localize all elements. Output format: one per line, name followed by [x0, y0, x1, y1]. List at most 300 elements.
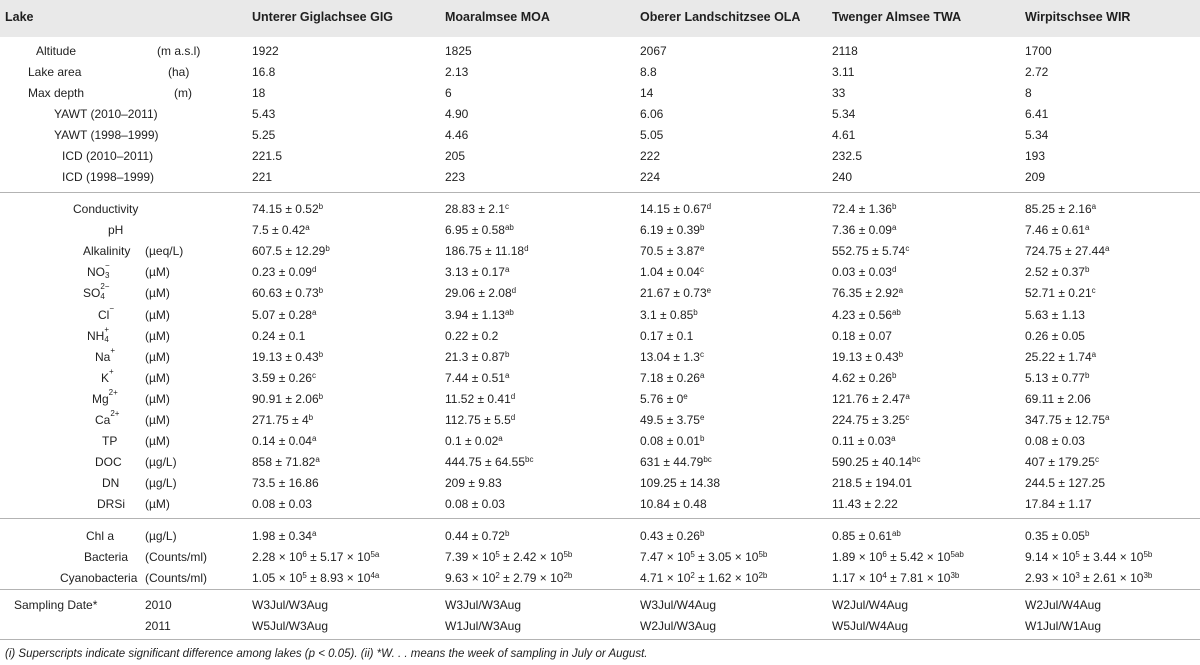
- cell-moa: [445, 498, 505, 510]
- cell-value-error: ± 5.42 × 10: [886, 550, 951, 564]
- cell-ola: 14: [640, 86, 654, 100]
- cell-moa: [445, 330, 498, 342]
- cell-value: 407 ± 179.25: [1025, 455, 1095, 469]
- row-label-text: DRSi: [97, 497, 126, 511]
- significance-letter: d: [510, 392, 516, 401]
- row-label: [108, 224, 123, 236]
- cell-twa: [832, 530, 901, 542]
- cell-value: 1.89 × 10: [832, 550, 883, 564]
- cell-value: 1.05 × 10: [252, 571, 303, 585]
- cell-wir: 2.72: [1025, 65, 1049, 79]
- cell-gig: W5Jul/W3Aug: [252, 619, 329, 633]
- ion-charge: [109, 367, 116, 384]
- significance-letter: a: [905, 392, 910, 401]
- cell-moa: W3Jul/W3Aug: [445, 598, 522, 612]
- cell-wir: 8: [1025, 86, 1032, 100]
- cell-twa: [832, 309, 901, 321]
- cell-wir: [1025, 572, 1152, 584]
- cell-value: 2.52 ± 0.37: [1025, 265, 1085, 279]
- row-label-text: Na: [95, 350, 111, 364]
- cell-value: 186.75 ± 11.18: [445, 244, 525, 258]
- significance-letter: c: [699, 350, 704, 359]
- section-divider: [0, 639, 1200, 640]
- cell-wir: [1025, 456, 1099, 468]
- row-label: [97, 498, 125, 510]
- exponent-significance: 3b: [1143, 571, 1153, 580]
- section-divider: [0, 192, 1200, 193]
- exponent: 5: [690, 550, 695, 559]
- row-unit: (µM): [145, 497, 170, 511]
- cell-wir: [1025, 414, 1109, 426]
- row-unit: (µM): [145, 371, 170, 385]
- significance-letter: c: [905, 413, 910, 422]
- cell-value: 858 ± 71.82: [252, 455, 316, 469]
- row-label-text: SO: [83, 286, 101, 300]
- significance-letter: e: [699, 413, 705, 422]
- cell-gig: [252, 498, 312, 510]
- cell-gig: 5.25: [252, 128, 276, 142]
- row-label: [73, 203, 138, 215]
- cell-value: 0.08 ± 0.03: [1025, 434, 1085, 448]
- significance-letter: b: [699, 223, 705, 232]
- row-label: [83, 282, 112, 301]
- cell-gig: W3Jul/W3Aug: [252, 598, 329, 612]
- exponent: 5: [1075, 550, 1080, 559]
- cell-gig: [252, 245, 330, 257]
- significance-letter: bc: [912, 455, 921, 464]
- row-unit: (µM): [145, 392, 170, 406]
- row-unit: (µM): [145, 329, 170, 343]
- cell-moa: [445, 414, 515, 426]
- cell-twa: 2118: [832, 44, 858, 58]
- cell-value: 7.18 ± 0.26: [640, 371, 700, 385]
- exponent: 2: [690, 571, 695, 580]
- row-label: [95, 409, 122, 427]
- cell-value: 7.36 ± 0.09: [832, 223, 892, 237]
- cell-value: 19.13 ± 0.43: [832, 350, 899, 364]
- cell-value: 7.47 × 10: [640, 550, 691, 564]
- significance-letter: e: [699, 244, 705, 253]
- cell-ola: 222: [640, 149, 661, 163]
- cell-ola: [640, 393, 688, 405]
- footnote: (i) Superscripts indicate significant difference among lakes (p < 0.05). (ii) *W. . . means the week of sampling in July or August.: [5, 648, 648, 660]
- significance-letter: ab: [504, 308, 514, 317]
- header-twa: Twenger Almsee TWA: [832, 10, 962, 24]
- cell-ola: [640, 414, 704, 426]
- header-moa: Moaralmsee MOA: [445, 10, 550, 24]
- section-divider: [0, 589, 1200, 590]
- row-label-text: DN: [102, 476, 120, 490]
- exponent: 6: [302, 550, 307, 559]
- row-label: Lake area: [28, 65, 82, 79]
- cell-moa: [445, 551, 572, 563]
- row-label: ICD (2010–2011): [62, 149, 154, 163]
- row-unit: (µM): [145, 434, 170, 448]
- row-label: [92, 388, 121, 406]
- cell-twa: [832, 414, 909, 426]
- ion-charge-sup: +: [109, 367, 114, 376]
- significance-letter: c: [905, 244, 910, 253]
- cell-gig: [252, 530, 316, 542]
- cell-gig: 221: [252, 170, 273, 184]
- cell-wir: [1025, 498, 1092, 510]
- significance-letter: e: [683, 392, 688, 401]
- significance-letter: a: [311, 434, 317, 443]
- significance-letter: b: [318, 392, 324, 401]
- cell-value: 76.35 ± 2.92: [832, 286, 899, 300]
- cell-value: 444.75 ± 64.55: [445, 455, 525, 469]
- row-unit: (µM): [145, 265, 170, 279]
- cell-ola: 224: [640, 170, 661, 184]
- ion-charge: [110, 409, 122, 426]
- cell-ola: [640, 203, 711, 215]
- cell-wir: [1025, 287, 1096, 299]
- ion-charge-sup: +: [110, 346, 116, 355]
- cell-value: 0.26 ± 0.05: [1025, 329, 1085, 343]
- exponent-significance: 3b: [950, 571, 960, 580]
- cell-value-error: ± 8.93 × 10: [306, 571, 371, 585]
- cell-value: 28.83 ± 2.1: [445, 202, 505, 216]
- cell-value: 14.15 ± 0.67: [640, 202, 707, 216]
- row-label: [95, 456, 122, 468]
- cell-moa: W1Jul/W3Aug: [445, 619, 522, 633]
- cell-value: 0.08 ± 0.03: [445, 497, 505, 511]
- cell-value: 5.13 ± 0.77: [1025, 371, 1085, 385]
- exponent-significance: 2b: [758, 571, 768, 580]
- cell-twa: 232.5: [832, 149, 863, 163]
- cell-moa: 4.46: [445, 128, 469, 142]
- cell-value-error: ± 1.62 × 10: [694, 571, 759, 585]
- significance-letter: a: [315, 455, 320, 464]
- exponent: 5: [302, 571, 307, 580]
- cell-value: 90.91 ± 2.06: [252, 392, 319, 406]
- row-label-text: Ca: [95, 413, 111, 427]
- cell-moa: 4.90: [445, 107, 469, 121]
- cell-twa: [832, 330, 892, 342]
- cell-value: 0.17 ± 0.1: [640, 329, 694, 343]
- cell-ola: 8.8: [640, 65, 657, 79]
- row-unit: (m): [174, 86, 192, 100]
- significance-letter: b: [318, 350, 324, 359]
- cell-twa: W5Jul/W4Aug: [832, 619, 909, 633]
- cell-value: 69.11 ± 2.06: [1025, 392, 1091, 406]
- ion-charge-sup: −: [109, 304, 115, 313]
- exponent-significance: 4a: [370, 571, 380, 580]
- row-unit: (µM): [145, 286, 170, 300]
- cell-wir: [1025, 351, 1096, 363]
- significance-letter: d: [510, 413, 516, 422]
- cell-value: 5.63 ± 1.13: [1025, 308, 1085, 322]
- cell-value: 25.22 ± 1.74: [1025, 350, 1092, 364]
- row-label: Altitude: [36, 44, 77, 58]
- significance-letter: d: [524, 244, 529, 253]
- cell-value-error: ± 2.61 × 10: [1079, 571, 1144, 585]
- ion-charge: [105, 261, 117, 280]
- cell-value: 218.5 ± 194.01: [832, 476, 912, 490]
- cell-ola: [640, 224, 704, 236]
- significance-letter: b: [1084, 265, 1090, 274]
- significance-letter: b: [318, 202, 324, 211]
- cell-value: 10.84 ± 0.48: [640, 497, 707, 511]
- cell-value: 5.76 ± 0: [640, 392, 684, 406]
- cell-ola: [640, 372, 704, 384]
- cell-wir: [1025, 245, 1109, 257]
- cell-value: 0.08 ± 0.01: [640, 434, 700, 448]
- cell-value: 1.98 ± 0.34: [252, 529, 312, 543]
- cell-gig: 1922: [252, 44, 279, 58]
- cell-gig: 16.8: [252, 65, 276, 79]
- exponent-significance: 5b: [758, 550, 768, 559]
- cell-value: 11.43 ± 2.22: [832, 497, 898, 511]
- cell-gig: [252, 456, 320, 468]
- cell-value: 21.3 ± 0.87: [445, 350, 505, 364]
- cell-value: 590.25 ± 40.14: [832, 455, 912, 469]
- significance-letter: c: [311, 371, 316, 380]
- cell-value: 70.5 ± 3.87: [640, 244, 700, 258]
- row-label: [102, 435, 117, 447]
- row-unit: (µeq/L): [145, 244, 184, 258]
- cell-value: 9.14 × 10: [1025, 550, 1076, 564]
- table-header: [0, 0, 1200, 37]
- row-unit: (µg/L): [145, 476, 177, 490]
- cell-value: 0.44 ± 0.72: [445, 529, 505, 543]
- cell-gig: [252, 477, 319, 489]
- cell-twa: [832, 435, 896, 447]
- cell-moa: [445, 351, 509, 363]
- significance-letter: b: [699, 434, 705, 443]
- cell-gig: [252, 372, 316, 384]
- cell-ola: 2067: [640, 44, 667, 58]
- cell-ola: [640, 551, 767, 563]
- cell-ola: [640, 351, 704, 363]
- row-label-text: NH: [87, 329, 105, 343]
- cell-twa: 240: [832, 170, 853, 184]
- row-label: [102, 477, 119, 489]
- cell-gig: [252, 224, 310, 236]
- significance-letter: d: [891, 265, 897, 274]
- ion-charge: [108, 388, 121, 405]
- cell-wir: 1700: [1025, 44, 1052, 58]
- cell-value: 4.71 × 10: [640, 571, 691, 585]
- cell-ola: [640, 530, 704, 542]
- row-unit: (µM): [145, 413, 170, 427]
- significance-letter: a: [1084, 223, 1090, 232]
- cell-wir: [1025, 435, 1085, 447]
- ion-charge: [100, 282, 112, 301]
- cell-value-error: ± 3.05 × 10: [694, 550, 759, 564]
- cell-ola: [640, 498, 707, 510]
- cell-value: 0.85 ± 0.61: [832, 529, 892, 543]
- row-label-text: Alkalinity: [83, 244, 131, 258]
- cell-value: 607.5 ± 12.29: [252, 244, 326, 258]
- significance-letter: c: [504, 202, 509, 211]
- cell-wir: [1025, 203, 1096, 215]
- row-label-text: Conductivity: [73, 202, 139, 216]
- cell-moa: [445, 530, 509, 542]
- cell-ola: W2Jul/W3Aug: [640, 619, 717, 633]
- cell-moa: 6: [445, 86, 452, 100]
- exponent-significance: 5b: [563, 550, 573, 559]
- cell-value: 3.59 ± 0.26: [252, 371, 312, 385]
- cell-value: 17.84 ± 1.17: [1025, 497, 1092, 511]
- cell-value: 0.11 ± 0.03: [832, 434, 892, 448]
- cell-value: 60.63 ± 0.73: [252, 286, 319, 300]
- significance-letter: c: [1094, 455, 1099, 464]
- significance-letter: b: [504, 529, 510, 538]
- significance-letter: b: [1084, 529, 1090, 538]
- significance-letter: b: [898, 350, 904, 359]
- cell-gig: [252, 309, 316, 321]
- ion-charge-sup: 2+: [110, 409, 120, 418]
- cell-value: 0.35 ± 0.05: [1025, 529, 1085, 543]
- cell-value: 5.07 ± 0.28: [252, 308, 312, 322]
- cell-moa: 1825: [445, 44, 472, 58]
- significance-letter: e: [706, 286, 712, 295]
- significance-letter: b: [891, 202, 897, 211]
- ion-count-sub: 4: [104, 335, 109, 344]
- ion-charge: [109, 304, 116, 321]
- exponent: 2: [495, 571, 500, 580]
- exponent: 6: [882, 550, 887, 559]
- significance-letter: bc: [703, 455, 712, 464]
- cell-wir: [1025, 330, 1085, 342]
- cell-moa: [445, 266, 509, 278]
- cell-wir: 5.34: [1025, 128, 1049, 142]
- row-label-text: Mg: [92, 392, 109, 406]
- cell-value: 631 ± 44.79: [640, 455, 704, 469]
- cell-wir: [1025, 224, 1089, 236]
- row-label: ICD (1998–1999): [62, 170, 155, 184]
- row-label-text: Cl: [98, 308, 110, 322]
- cell-moa: 223: [445, 170, 466, 184]
- header-gig: Unterer Giglachsee GIG: [252, 10, 394, 24]
- row-label: [83, 245, 130, 257]
- sampling-label: Sampling Date*: [14, 598, 98, 612]
- cell-ola: [640, 435, 704, 447]
- cell-value: 224.75 ± 3.25: [832, 413, 906, 427]
- exponent-significance: 2b: [563, 571, 573, 580]
- cell-value: 552.75 ± 5.74: [832, 244, 906, 258]
- cell-wir: [1025, 551, 1152, 563]
- ion-charge-sup: 2+: [108, 388, 118, 397]
- cell-gig: [252, 330, 305, 342]
- ion-count-sub: 3: [105, 271, 110, 280]
- cell-value: 6.95 ± 0.58: [445, 223, 505, 237]
- cell-gig: [252, 287, 323, 299]
- significance-letter: c: [699, 265, 704, 274]
- cell-moa: [445, 245, 529, 257]
- cell-gig: [252, 551, 379, 563]
- cell-gig: [252, 203, 323, 215]
- cell-value: 0.03 ± 0.03: [832, 265, 892, 279]
- cell-value-error: ± 5.17 × 10: [306, 550, 371, 564]
- cell-gig: 18: [252, 86, 266, 100]
- row-unit: (µM): [145, 308, 170, 322]
- cell-value: 0.18 ± 0.07: [832, 329, 892, 343]
- cell-value: 4.23 ± 0.56: [832, 308, 892, 322]
- cell-twa: [832, 393, 910, 405]
- row-label-text: K: [101, 371, 110, 385]
- cell-value: 2.93 × 10: [1025, 571, 1076, 585]
- significance-letter: a: [898, 286, 904, 295]
- cell-ola: [640, 245, 704, 257]
- cell-moa: [445, 224, 514, 236]
- significance-letter: a: [1105, 244, 1110, 253]
- cell-wir: W2Jul/W4Aug: [1025, 598, 1102, 612]
- significance-letter: a: [504, 265, 510, 274]
- header-wir: Wirpitschsee WIR: [1025, 10, 1131, 24]
- row-label-text: NO: [87, 265, 105, 279]
- significance-letter: a: [305, 223, 310, 232]
- header-ola: Oberer Landschitzsee OLA: [640, 10, 801, 24]
- cell-ola: [640, 330, 693, 342]
- row-label: Max depth: [28, 86, 85, 100]
- cell-wir: [1025, 309, 1085, 321]
- row-unit: (µg/L): [145, 455, 177, 469]
- cell-gig: [252, 572, 379, 584]
- cell-moa: [445, 287, 516, 299]
- cell-value: 52.71 ± 0.21: [1025, 286, 1092, 300]
- cell-value: 0.23 ± 0.09: [252, 265, 312, 279]
- section-divider: [0, 518, 1200, 519]
- significance-letter: a: [311, 308, 317, 317]
- cell-gig: 5.43: [252, 107, 276, 121]
- cell-value: 49.5 ± 3.75: [640, 413, 700, 427]
- significance-letter: a: [1105, 413, 1110, 422]
- cell-twa: [832, 266, 896, 278]
- significance-letter: b: [891, 371, 897, 380]
- significance-letter: d: [511, 286, 517, 295]
- cell-value-error: ± 3.44 × 10: [1079, 550, 1144, 564]
- cell-ola: 6.06: [640, 107, 664, 121]
- cell-gig: [252, 351, 323, 363]
- cell-twa: [832, 372, 896, 384]
- row-label: [95, 346, 117, 364]
- cell-moa: [445, 203, 509, 215]
- cell-gig: [252, 435, 316, 447]
- cell-moa: [445, 456, 533, 468]
- significance-letter: b: [693, 308, 698, 317]
- significance-letter: c: [1091, 286, 1096, 295]
- significance-letter: a: [311, 529, 317, 538]
- cell-value: 0.22 ± 0.2: [445, 329, 499, 343]
- ion-charge-sup: −: [105, 261, 110, 270]
- cell-twa: [832, 203, 896, 215]
- row-label: [87, 325, 116, 344]
- significance-letter: a: [699, 371, 705, 380]
- cell-value: 11.52 ± 0.41: [445, 392, 511, 406]
- significance-letter: a: [504, 371, 510, 380]
- cell-value: 21.67 ± 0.73: [640, 286, 707, 300]
- row-unit: (µM): [145, 350, 170, 364]
- cell-value: 271.75 ± 4: [252, 413, 309, 427]
- row-label: Bacteria: [84, 550, 129, 564]
- significance-letter: d: [311, 265, 317, 274]
- ion-charge-sup: 2−: [100, 282, 110, 291]
- exponent: 3: [1075, 571, 1080, 580]
- cell-ola: [640, 266, 704, 278]
- cell-twa: [832, 287, 903, 299]
- cell-value: 1.17 × 10: [832, 571, 883, 585]
- exponent-significance: 5b: [1143, 550, 1153, 559]
- cell-ola: [640, 309, 698, 321]
- cell-value: 1.04 ± 0.04: [640, 265, 700, 279]
- cell-twa: 5.34: [832, 107, 856, 121]
- cell-value: 7.44 ± 0.51: [445, 371, 505, 385]
- cell-wir: [1025, 530, 1089, 542]
- row-label: Chl a: [86, 529, 115, 543]
- cell-value: 13.04 ± 1.3: [640, 350, 700, 364]
